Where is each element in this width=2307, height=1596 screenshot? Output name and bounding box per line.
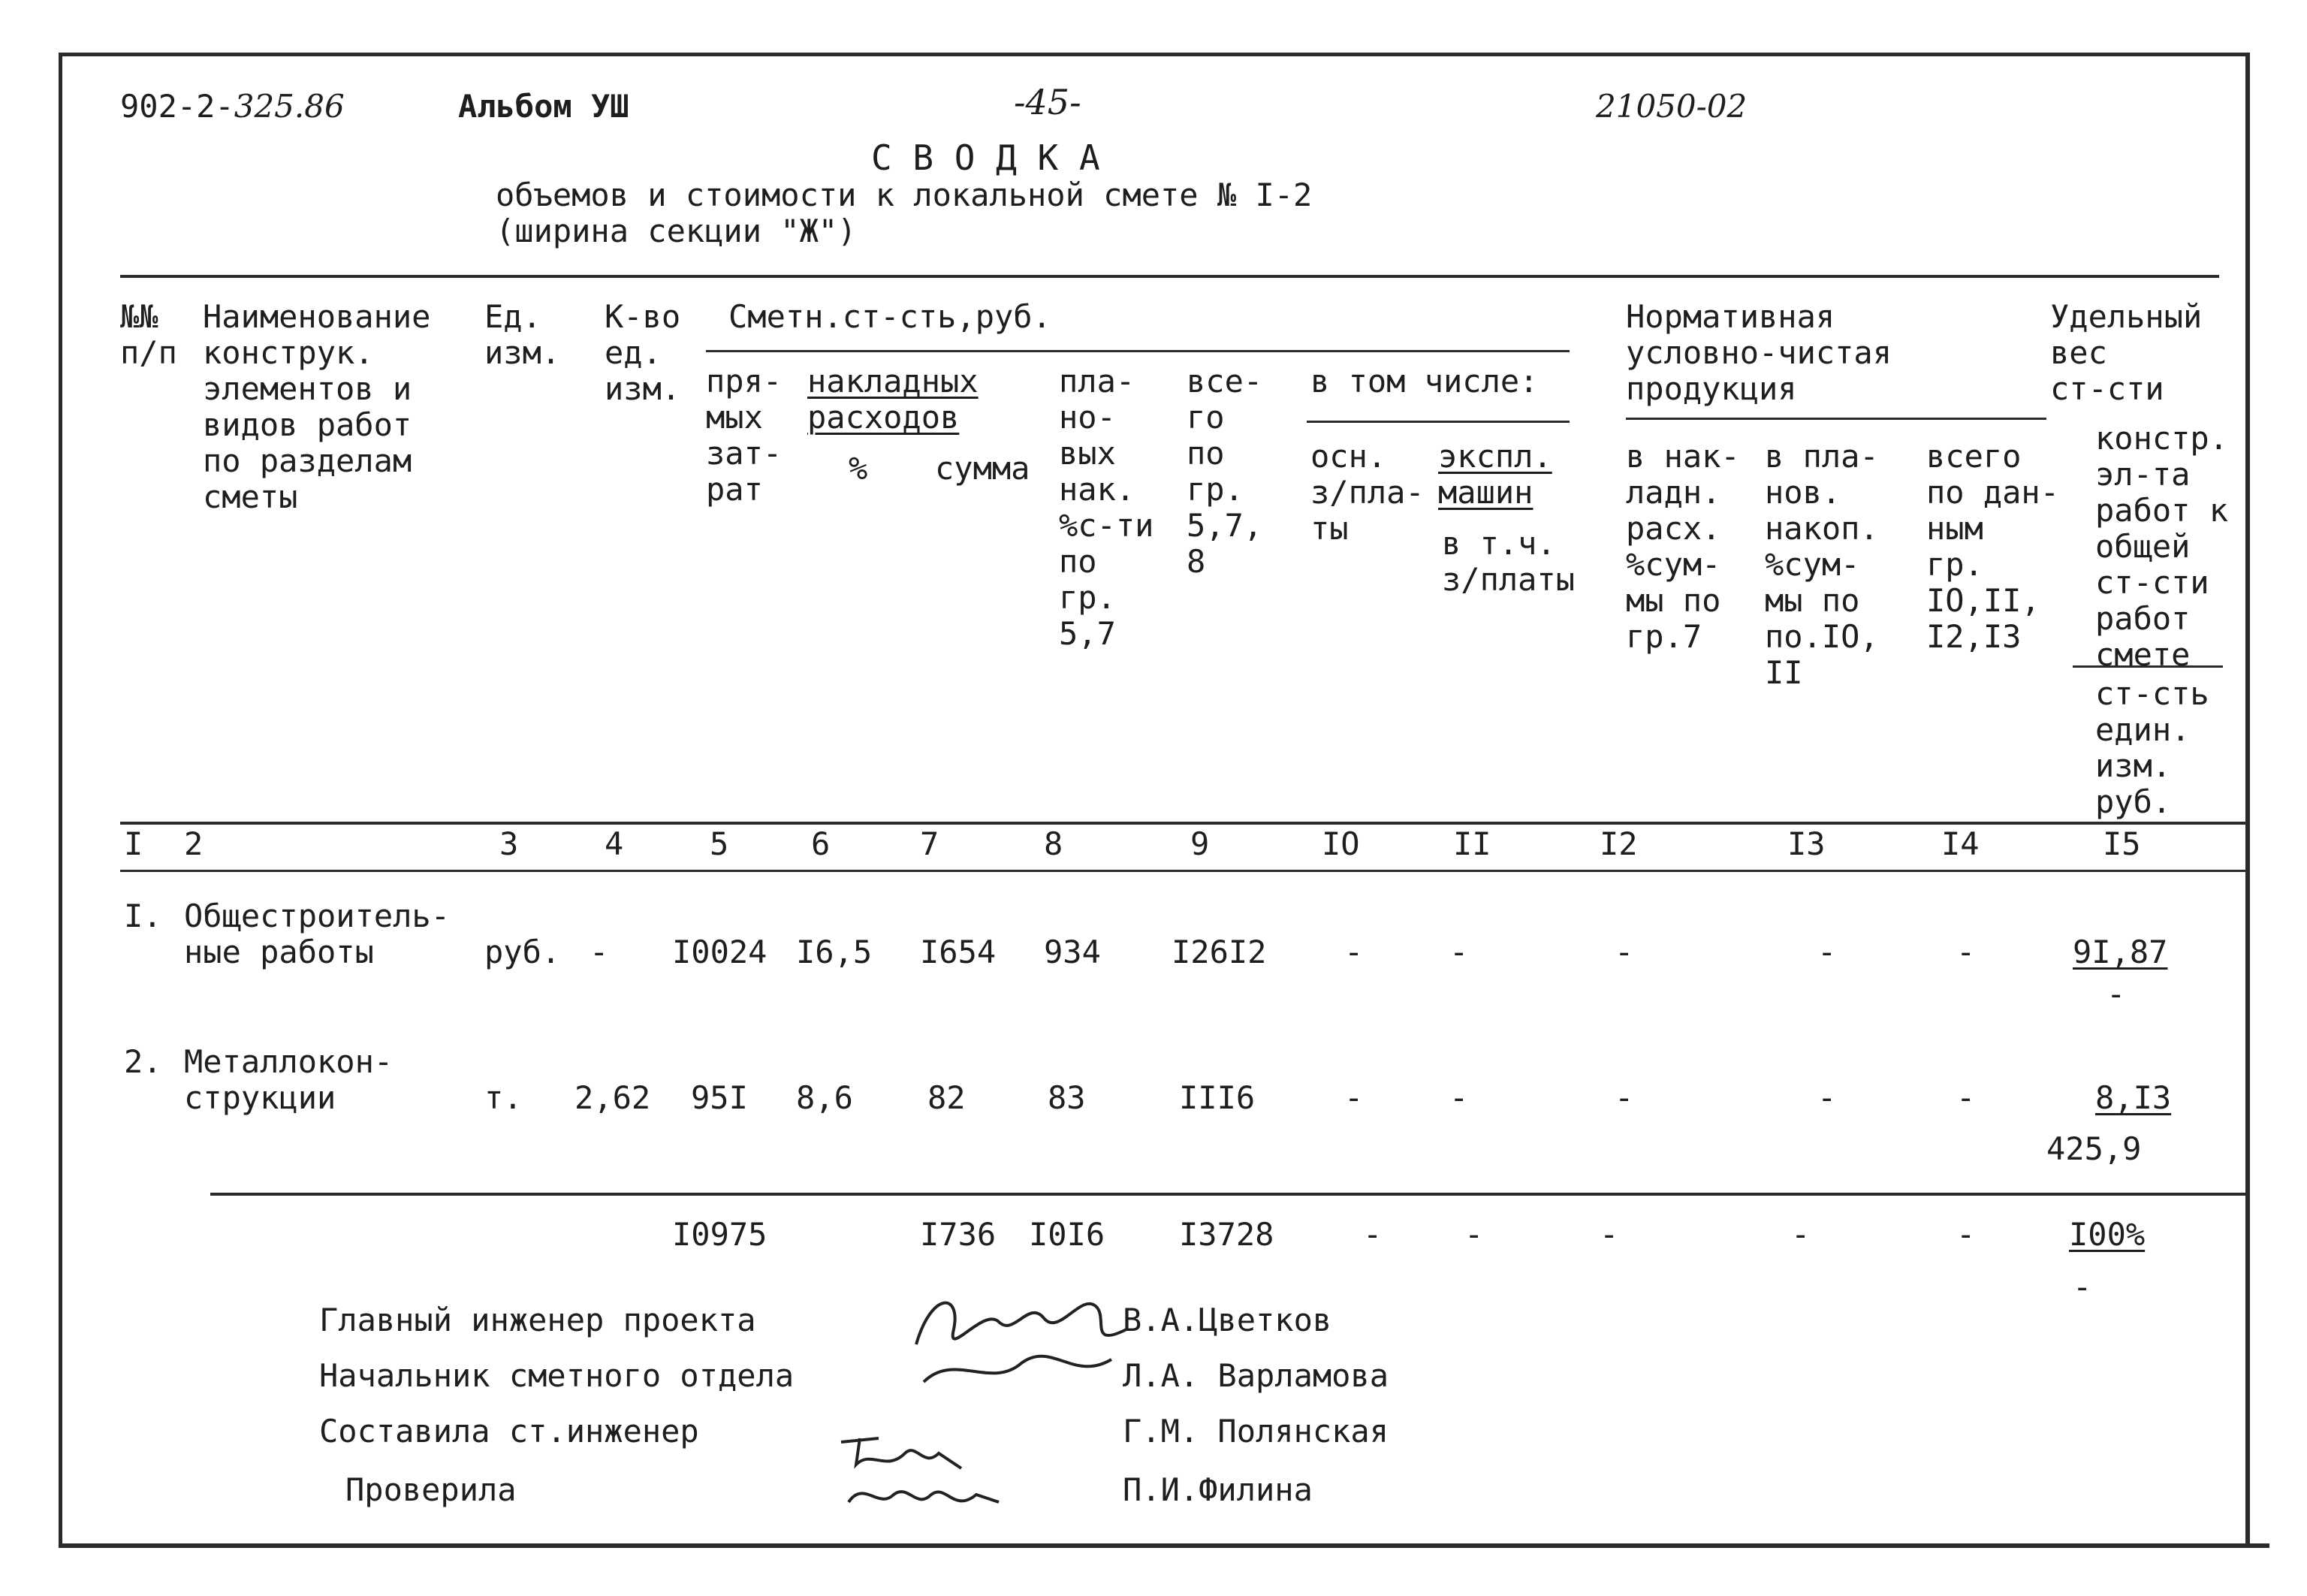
signature-name: П.И.Филина xyxy=(1123,1471,1313,1508)
col-header-7: сумма xyxy=(935,450,1030,487)
row-unit: руб. xyxy=(484,934,561,970)
total-c10: - xyxy=(1363,1216,1383,1253)
document-subtitle: объемов и стоимости к локальной смете № I-2 xyxy=(496,176,1313,213)
frame-left xyxy=(59,53,62,1547)
header-bottom-rule xyxy=(120,822,2249,825)
frame-top xyxy=(59,53,2250,56)
row-pct: I6,5 xyxy=(796,934,873,970)
col-header-incl: в том числе: xyxy=(1310,363,1539,400)
col-number: I4 xyxy=(1941,825,1980,862)
row-sum: 82 xyxy=(927,1079,966,1116)
col-header-6: % xyxy=(849,450,868,487)
col-header-10: осн. з/пла- ты xyxy=(1310,438,1425,547)
frame-right xyxy=(2245,53,2250,1547)
signature-name: Л.А. Варламова xyxy=(1123,1357,1389,1394)
col-header-13: в пла- нов. накоп. %сум- мы по по.IO, II xyxy=(1765,438,1879,691)
col-header-15-top: констр. эл-та работ к общей ст-сти работ смете xyxy=(2095,420,2229,673)
row-unit-cost: 425,9 xyxy=(2046,1130,2142,1167)
col-header-11-bottom: в т.ч. з/платы xyxy=(1442,525,1576,598)
col-header-8: пла- но- вых нак. %с-ти по гр. 5,7 xyxy=(1059,363,1154,652)
row-sum: I654 xyxy=(920,934,997,970)
col-number: 8 xyxy=(1044,825,1063,862)
row-c11: - xyxy=(1449,934,1469,970)
row-number: I. xyxy=(124,898,162,934)
row-total: III6 xyxy=(1179,1079,1256,1116)
col-number: 7 xyxy=(920,825,939,862)
col-header-15-bottom: ст-сть един. изм. руб. xyxy=(2095,675,2209,820)
row-name: Общестроитель- ные работы xyxy=(184,898,451,970)
col-header-2: Наименование конструк. элементов и видов работ по разделам сметы xyxy=(203,298,431,515)
row-total: I26I2 xyxy=(1172,934,1267,970)
col-number: IO xyxy=(1322,825,1360,862)
signature-role: Составила ст.инженер xyxy=(319,1413,699,1450)
numbers-bottom-rule xyxy=(120,870,2249,872)
row-unit-cost: - xyxy=(2106,976,2126,1012)
col-header-4: К-во ед. изм. xyxy=(605,298,681,407)
total-planned: I0I6 xyxy=(1029,1216,1105,1253)
col-number: 3 xyxy=(499,825,519,862)
totals-rule xyxy=(210,1193,2249,1196)
document-subtitle-2: (ширина секции "Ж") xyxy=(496,213,857,249)
row-c10: - xyxy=(1344,1079,1364,1116)
col-number: 5 xyxy=(710,825,729,862)
cost-group-rule xyxy=(706,350,1570,352)
row-share: 8,I3 xyxy=(2095,1079,2172,1116)
col-number: I3 xyxy=(1787,825,1826,862)
col-number: 4 xyxy=(605,825,624,862)
signature-name: Г.М. Полянская xyxy=(1123,1413,1389,1450)
row-c14: - xyxy=(1956,1079,1976,1116)
total-sum: I736 xyxy=(920,1216,997,1253)
row-c13: - xyxy=(1817,1079,1837,1116)
total-c13: - xyxy=(1791,1216,1811,1253)
col-header-11-top: экспл. машин xyxy=(1438,438,1552,511)
row-c12: - xyxy=(1615,934,1634,970)
total-total: I3728 xyxy=(1179,1216,1274,1253)
row-share: 9I,87 xyxy=(2073,934,2168,970)
col-header-3: Ед. изм. xyxy=(484,298,561,371)
row-c12: - xyxy=(1615,1079,1634,1116)
col-header-overhead: накладных расходов xyxy=(807,363,979,436)
page-number: -45- xyxy=(1014,82,1081,122)
col-header-12: в нак- ладн. расх. %сум- мы по гр.7 xyxy=(1626,438,1740,655)
norm-rule xyxy=(1626,418,2046,420)
col-header-14: всего по дан- ным гр. IO,II, I2,I3 xyxy=(1926,438,2060,655)
document-title: С В О Д К А xyxy=(871,137,1100,178)
col-number: II xyxy=(1453,825,1491,862)
row-qty: 2,62 xyxy=(574,1079,651,1116)
row-pct: 8,6 xyxy=(796,1079,853,1116)
row-unit: т. xyxy=(484,1079,523,1116)
signature-role: Проверила xyxy=(345,1471,517,1508)
signature-role: Главный инженер проекта xyxy=(319,1302,756,1338)
col-number: I2 xyxy=(1600,825,1638,862)
row-c10: - xyxy=(1344,934,1364,970)
total-c14: - xyxy=(1956,1216,1976,1253)
col-header-5: пря- мых зат- рат xyxy=(706,363,783,508)
col-number: I xyxy=(124,825,143,862)
row-direct: I0024 xyxy=(672,934,767,970)
frame-bottom xyxy=(59,1543,2269,1548)
total-c11: - xyxy=(1464,1216,1484,1253)
col-number: 9 xyxy=(1190,825,1210,862)
album-label: Альбом УШ xyxy=(458,88,629,125)
col-header-cost-group: Сметн.ст-сть,руб. xyxy=(728,298,1051,335)
row-planned: 83 xyxy=(1048,1079,1086,1116)
handwritten-signature xyxy=(901,1277,1141,1389)
col-header-norm: Нормативная условно-чистая продукция xyxy=(1626,298,1892,407)
signature-role: Начальник сметного отдела xyxy=(319,1357,795,1394)
total-share: I00% xyxy=(2069,1216,2146,1253)
row-qty: - xyxy=(590,934,609,970)
series-code: 902-2-325.86 xyxy=(120,88,345,125)
row-number: 2. xyxy=(124,1043,162,1080)
col-header-9: все- го по гр. 5,7, 8 xyxy=(1187,363,1263,580)
incl-rule xyxy=(1307,421,1570,423)
col-number: 2 xyxy=(184,825,204,862)
row-planned: 934 xyxy=(1044,934,1101,970)
total-c12: - xyxy=(1600,1216,1619,1253)
row-name: Металлокон- струкции xyxy=(184,1043,394,1116)
total-unit-cost: - xyxy=(2073,1269,2092,1305)
col-number: I5 xyxy=(2103,825,2141,862)
row-c11: - xyxy=(1449,1079,1469,1116)
total-direct: I0975 xyxy=(672,1216,767,1253)
col-header-1: №№ п/п xyxy=(120,298,177,371)
table-top-rule xyxy=(120,275,2219,278)
col-number: 6 xyxy=(811,825,831,862)
signature-name: В.А.Цветков xyxy=(1123,1302,1332,1338)
row-c13: - xyxy=(1817,934,1837,970)
col-header-15: Удельный вес ст-сти xyxy=(2050,298,2203,407)
handwritten-signature xyxy=(834,1412,1014,1525)
row-c14: - xyxy=(1956,934,1976,970)
row-direct: 95I xyxy=(691,1079,748,1116)
document-code: 21050-02 xyxy=(1596,88,1748,125)
